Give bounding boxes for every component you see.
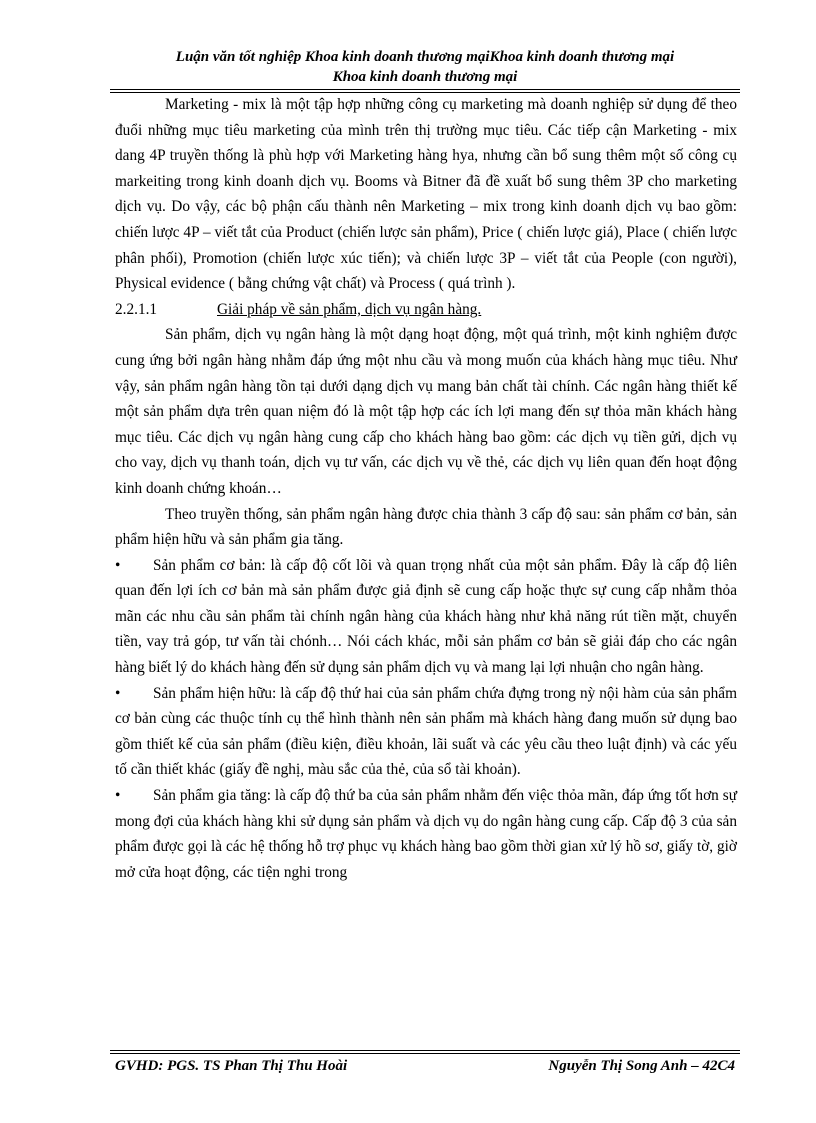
- section-number: 2.2.1.1: [115, 300, 158, 318]
- document-body: [115, 92, 737, 885]
- footer-supervisor: GVHD: PGS. TS Phan Thị Thu Hoài: [115, 1058, 348, 1074]
- footer-student: Nguyễn Thị Song Anh – 42C4: [548, 1058, 735, 1074]
- bullet-actual-product: [115, 681, 737, 783]
- section-title: Giải pháp về sản phẩm, dịch vụ ngân hàng.: [217, 300, 482, 318]
- page-footer: [115, 1058, 735, 1075]
- bullet-icon: •: [115, 787, 121, 805]
- bullet-icon: •: [115, 684, 121, 702]
- header-line-2: Khoa kinh doanh thương mại: [332, 69, 518, 85]
- header-line-1: Luận văn tốt nghiệp Khoa kinh doanh thương mạiKhoa kinh doanh thương mại: [175, 49, 675, 65]
- bullet-actual-text: Sản phẩm hiện hữu: là cấp độ thứ hai của sản phẩm chứa đựng trong nỳ nội hàm của sản phẩm cơ bản cùng các thuộc tính cụ thể hình thành nên sản phẩm mà khách hàng đang muốn sử dụng bao gồm thiết kế của sản phẩm (điều kiện, điều khoản, lãi suất và các yêu cầu theo luật định) và các yếu tố cần thiết khác (giấy đề nghị, màu sắc của thẻ, của sổ tài khoản).: [115, 684, 737, 779]
- page-header: [110, 47, 740, 87]
- paragraph-levels: Theo truyền thống, sản phẩm ngân hàng được chia thành 3 cấp độ sau: sản phẩm cơ bản, sản phẩm hiện hữu và sản phẩm gia tăng.: [115, 505, 737, 549]
- bullet-augmented-product: [115, 783, 737, 885]
- bullet-icon: •: [115, 556, 121, 574]
- bullet-core-product: [115, 553, 737, 681]
- footer-divider: [110, 1050, 740, 1054]
- bullet-core-text: Sản phẩm cơ bản: là cấp độ cốt lõi và quan trọng nhất của một sản phẩm. Đây là cấp độ liên quan đến lợi ích cơ bản mà sản phẩm được giả định sẽ cung cấp hoặc thực sự cung cấp nhằm thỏa mãn các nhu cầu sản phẩm tài chính ngân hàng của khách hàng như khả năng rút tiền mặt, chuyển tiền, vay trả góp, tư vấn tài chónh… Nói cách khác, mỗi sản phẩm cơ bản sẽ giải đáp cho các ngân hàng biết lý do khách hàng đến sử dụng sản phẩm dịch vụ và mang lại lợi nhuận cho ngân hàng.: [115, 556, 737, 677]
- section-heading: [115, 297, 737, 323]
- bullet-augmented-text: Sản phẩm gia tăng: là cấp độ thứ ba của sản phẩm nhằm đến việc thỏa mãn, đáp ứng tốt hơn sự mong đợi của khách hàng khi sử dụng sản phẩm và dịch vụ do ngân hàng cung cấp. Cấp độ 3 của sản phẩm được gọi là các hệ thống hỗ trợ phục vụ khách hàng bao gồm thời gian xử lý hồ sơ, giấy tờ, giờ mở cửa hoạt động, các tiện nghi trong: [115, 787, 737, 881]
- paragraph-definition: Sản phẩm, dịch vụ ngân hàng là một dạng hoạt động, một quá trình, một kinh nghiệm được cung ứng bởi ngân hàng nhằm đáp ứng một nhu cầu và mong muốn của khách hàng mục tiêu. Như vậy, sản phẩm ngân hàng tồn tại dưới dạng dịch vụ mang bản chất tài chính. Các ngân hàng thiết kế một sản phẩm dựa trên quan niệm đó là một tập hợp các ích lợi mang đến sự thỏa mãn khách hàng mục tiêu. Các dịch vụ ngân hàng cung cấp cho khách hàng bao gồm: các dịch vụ tiền gửi, dịch vụ cho vay, dịch vụ thanh toán, dịch vụ tư vấn, các dịch vụ về thẻ, các dịch vụ liên quan đến hoạt động kinh doanh chứng khoán…: [115, 326, 737, 497]
- paragraph-intro: Marketing - mix là một tập hợp những công cụ marketing mà doanh nghiệp sử dụng để theo đuổi những mục tiêu marketing của mình trên thị trường mục tiêu. Các tiếp cận Marketing - mix dang 4P truyền thống là phù hợp với Marketing hàng hya, nhưng cần bổ sung thêm một số công cụ markeiting trong kinh doanh dịch vụ. Booms và Bitner đã đề xuất bổ sung thêm 3P cho marketing dịch vụ. Do vậy, các bộ phận cấu thành nên Marketing – mix trong kinh doanh dịch vụ bao gồm: chiến lược 4P – viết tắt của Product (chiến lược sản phẩm), Price ( chiến lược giá), Place ( chiến lược phân phối), Promotion (chiến lược xúc tiến); và chiến lược 3P – viết tắt của People (con người), Physical evidence ( bằng chứng vật chất) và Process ( quá trình ).: [115, 96, 737, 293]
